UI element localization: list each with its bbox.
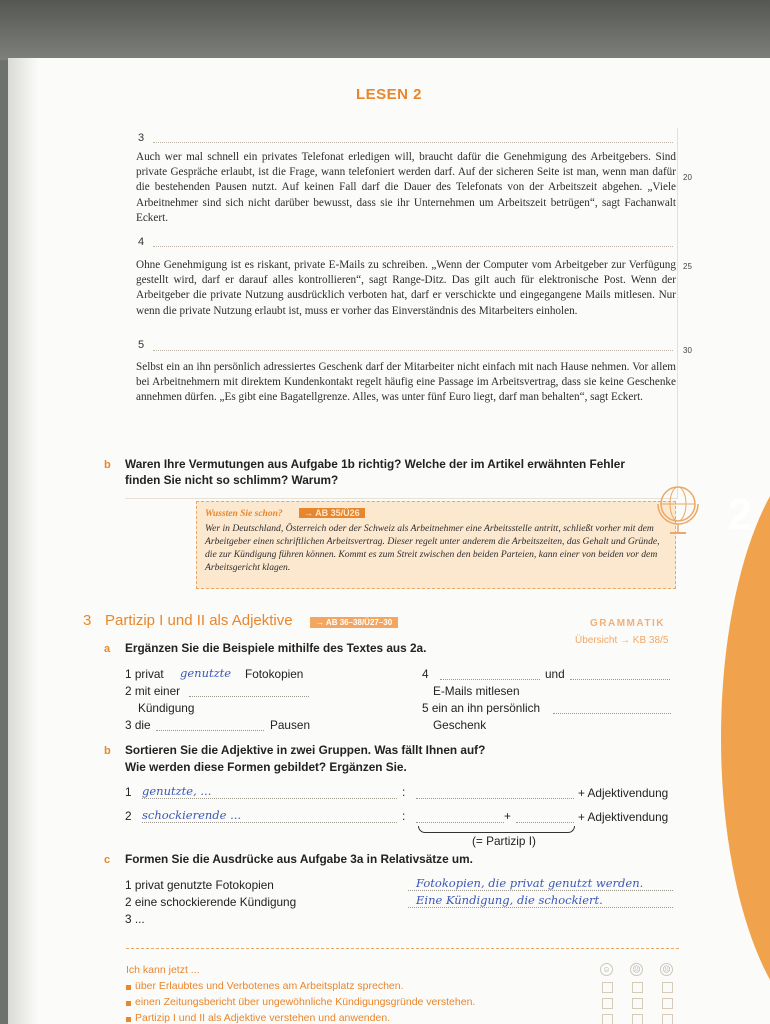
exercise-item: 4 <box>422 667 429 681</box>
self-assessment-checkbox[interactable] <box>662 982 673 993</box>
exercise-item: Kündigung <box>138 701 195 715</box>
info-box-title: Wussten Sie schon? <box>205 509 283 519</box>
task-label: b <box>104 459 111 471</box>
task-b-question-line: Sortieren Sie die Adjektive in zwei Gruppen. Was fällt Ihnen auf? <box>125 743 486 757</box>
self-assessment-checkbox[interactable] <box>632 982 643 993</box>
answer-line[interactable] <box>142 822 397 823</box>
bullet <box>126 985 131 990</box>
task-label: a <box>104 643 111 655</box>
article-paragraph: Auch wer mal schnell ein privates Telefonat erledigen will, braucht dafür die Genehmigung des Arbeitgebers. Sind private Gespräche erlaubt, ist die Frage, wann telefoniert werden darf. Auf der sicheren Seite ist man, wenn man dafür die bestehenden Pausen nutzt. Auf keinen Fall darf die Dauer des Telefonats von der Arbeitszeit abgehen. „Viele Arbeitnehmer sind sich nicht darüber bewusst, dass sie ihr Unternehmen um Arbeitszeit betrügen“, sagt Fachanwalt Eckert. <box>136 151 676 224</box>
adjective-ending-label: + Adjektivendung <box>578 810 669 824</box>
article-section-number: 3 <box>138 132 145 144</box>
page-spine-shadow <box>8 58 38 1024</box>
self-assessment-checkbox[interactable] <box>602 998 613 1009</box>
exercise-item: 1 privat <box>125 667 164 681</box>
answer-line[interactable] <box>416 822 504 823</box>
globe-icon <box>648 478 708 538</box>
bracket <box>418 826 575 833</box>
self-assessment-title: Ich kann jetzt ... <box>126 964 200 976</box>
page-header: LESEN 2 <box>355 86 423 103</box>
answer-line[interactable] <box>440 679 540 680</box>
handwritten-answer: Eine Kündigung, die schockiert. <box>416 893 603 907</box>
line-number: 25 <box>683 262 692 271</box>
workbook-reference-badge: → AB 36–38/Ü27–30 <box>310 617 398 628</box>
answer-line[interactable] <box>156 730 264 731</box>
article-paragraph: Ohne Genehmigung ist es riskant, private E-Mails zu schreiben. „Wenn der Computer vom Arbeitgeber zur Verfügung gestellt wird, darf er darauf alles kontrollieren“, sagt Range-Ditz. Das gilt auch für elektronische Post. Wenn der Arbeitgeber die private Nutzung ausdrücklich verboten hat, darf er verschickte und eingegangene Mails mitlesen. Nur wenn die private Nutzung erlaubt ist, muss er vorher das Einverständnis des Mitarbeiters einholen. <box>136 259 676 317</box>
section-heading-line <box>153 142 673 143</box>
handwritten-answer: genutzte, ... <box>142 784 212 798</box>
self-assessment-checkbox[interactable] <box>602 1014 613 1024</box>
self-assessment-checkbox[interactable] <box>662 998 673 1009</box>
handwritten-answer: genutzte <box>180 666 232 680</box>
self-assessment-item: Partizip I und II als Adjektive verstehen und anwenden. <box>135 1012 391 1024</box>
info-box-text: Wer in Deutschland, Österreich oder der Schweiz als Arbeitnehmer eine Arbeitsstelle antritt, schließt vorher mit dem Arbeitgeber einen schriftlichen Arbeitsvertrag. Dieser regelt unter anderem die Arbeitszeiten, das Gehalt und Gründe, die zur Kündigung führen können. Kommt es zum Streit zwischen den beiden Parteien, kann einer von beiden vor dem Arbeitsgericht klagen. <box>205 523 660 573</box>
neutral-smiley-icon: ☹ <box>630 963 643 976</box>
self-assessment-item: einen Zeitungsbericht über ungewöhnliche Kündigungsgründe verstehen. <box>135 996 476 1008</box>
exercise-item: und <box>545 667 565 681</box>
exercise-item: Pausen <box>270 718 311 732</box>
task-c-question: Formen Sie die Ausdrücke aus Aufgabe 3a in Relativsätze um. <box>125 852 473 866</box>
task-label: c <box>104 854 111 866</box>
section-heading-line <box>153 246 673 247</box>
task-a-question: Ergänzen Sie die Beispiele mithilfe des Textes aus 2a. <box>125 641 427 655</box>
plus-sign: + <box>504 809 511 823</box>
bullet <box>126 1001 131 1006</box>
handwritten-answer: Fotokopien, die privat genutzt werden. <box>416 876 644 890</box>
line-number: 30 <box>683 346 692 355</box>
answer-line[interactable] <box>189 696 309 697</box>
self-assessment-checkbox[interactable] <box>632 1014 643 1024</box>
article-section-number: 5 <box>138 339 145 351</box>
exercise-item: E-Mails mitlesen <box>433 684 520 698</box>
workbook-reference: → AB 35/Ü26 <box>299 508 365 518</box>
self-assessment-checkbox[interactable] <box>662 1014 673 1024</box>
sad-smiley-icon: ☹ <box>660 963 673 976</box>
handwritten-answer: schockierende ... <box>142 808 242 822</box>
answer-line[interactable] <box>553 713 671 714</box>
overview-reference: Übersicht → KB 38/5 <box>575 635 669 646</box>
adjective-ending-label: + Adjektivendung <box>578 786 669 800</box>
partizip-note: (= Partizip I) <box>472 834 536 848</box>
article-section-number: 4 <box>138 236 145 248</box>
happy-smiley-icon: ☺ <box>600 963 613 976</box>
answer-line[interactable] <box>516 822 574 823</box>
answer-line[interactable] <box>142 798 397 799</box>
section-title: Partizip I und II als Adjektive <box>105 612 293 629</box>
self-assessment-item: über Erlaubtes und Verbotenes am Arbeitsplatz sprechen. <box>135 980 404 992</box>
colon: : <box>402 785 406 799</box>
colon: : <box>402 809 406 823</box>
exercise-item: 2 <box>125 809 132 823</box>
bullet <box>126 1017 131 1022</box>
task-label: b <box>104 745 111 757</box>
info-box <box>196 501 676 589</box>
section-heading-line <box>153 350 673 351</box>
exercise-item: 2 mit einer <box>125 684 181 698</box>
exercise-item: 3 die <box>125 718 151 732</box>
exercise-item: 3 ... <box>125 912 145 926</box>
exercise-item: 1 <box>125 785 132 799</box>
task-b-question: Waren Ihre Vermutungen aus Aufgabe 1b richtig? Welche der im Artikel erwähnten Fehler finden Sie nicht so schlimm? Warum? <box>125 457 625 487</box>
exercise-item: Geschenk <box>433 718 487 732</box>
answer-line[interactable] <box>570 679 670 680</box>
exercise-item: 1 privat genutzte Fotokopien <box>125 878 274 892</box>
section-number: 3 <box>83 612 92 629</box>
line-number: 20 <box>683 173 692 182</box>
exercise-item: 5 ein an ihn persönlich <box>422 701 541 715</box>
textbook-page <box>8 58 770 1024</box>
article-paragraph: Selbst ein an ihn persönlich adressiertes Geschenk darf der Mitarbeiter nicht einfach mit nach Hause nehmen. Vor allem bei Arbeitnehmern mit direktem Kundenkontakt regelt häufig eine Passage im Arbeitsvertrag, dass sie keine Geschenke annehmen dürfen. „Es gibt eine Bagatellgrenze. Alles, was unter fünf Euro liegt, darf man behalten“, sagt Eckert. <box>136 361 676 404</box>
task-b-question-line: Wie werden diese Formen gebildet? Ergänzen Sie. <box>125 760 407 774</box>
self-assessment-checkbox[interactable] <box>632 998 643 1009</box>
answer-line[interactable] <box>408 907 673 908</box>
answer-line[interactable] <box>416 798 574 799</box>
self-assessment-checkbox[interactable] <box>602 982 613 993</box>
answer-line[interactable] <box>408 890 673 891</box>
grammatik-label: GRAMMATIK <box>590 618 665 629</box>
scan-top-edge <box>0 0 770 60</box>
chapter-number: 2 <box>728 490 753 539</box>
exercise-item: Fotokopien <box>245 667 304 681</box>
exercise-item: 2 eine schockierende Kündigung <box>125 895 297 909</box>
